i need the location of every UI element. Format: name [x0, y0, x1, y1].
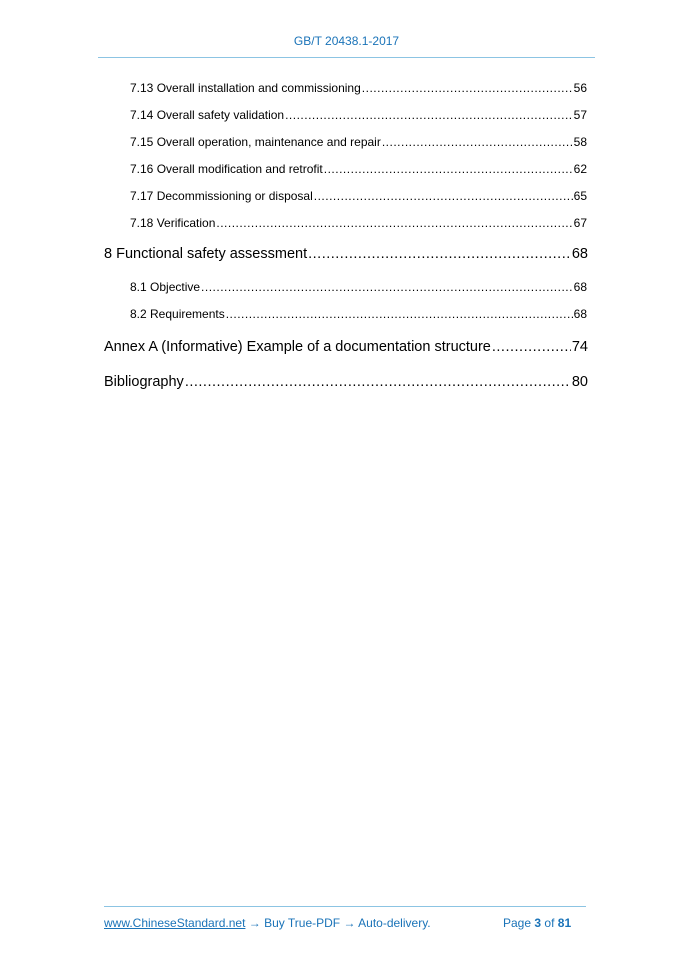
- dot-leader: [324, 162, 573, 176]
- header-divider: [98, 57, 595, 58]
- toc-entry-8-2[interactable]: [130, 307, 587, 321]
- toc-entry-page: 57: [573, 108, 587, 122]
- dot-leader: [216, 216, 572, 230]
- toc-entry-label: Bibliography: [104, 374, 184, 390]
- toc-entry-page: 80: [571, 374, 588, 390]
- toc-entry-page: 65: [573, 189, 587, 203]
- toc-entry-7-15[interactable]: [130, 135, 587, 149]
- toc-entry-bibliography[interactable]: [104, 374, 588, 390]
- dot-leader: [201, 280, 573, 294]
- toc-entry-page: 68: [571, 246, 588, 262]
- auto-delivery-text: Auto-delivery.: [358, 916, 431, 930]
- footer-divider: [104, 906, 586, 907]
- toc-entry-7-18[interactable]: [130, 216, 587, 230]
- toc-entry-label: Annex A (Informative) Example of a documentation structure: [104, 339, 491, 355]
- toc-entry-page: 62: [573, 162, 587, 176]
- toc-entry-page: 74: [571, 339, 588, 355]
- toc-entry-7-17[interactable]: [130, 189, 587, 203]
- footer-promo: [104, 916, 431, 930]
- of-word: of: [544, 916, 555, 930]
- website-link[interactable]: www.ChineseStandard.net: [104, 916, 246, 930]
- toc-entry-label: 7.15 Overall operation, maintenance and repair: [130, 135, 381, 149]
- toc-entry-7-16[interactable]: [130, 162, 587, 176]
- toc-entry-page: 67: [573, 216, 587, 230]
- toc-entry-7-14[interactable]: [130, 108, 587, 122]
- toc-entry-8[interactable]: [104, 246, 588, 262]
- toc-entry-label: 8 Functional safety assessment: [104, 246, 308, 262]
- page-indicator: [503, 916, 571, 930]
- toc-entry-label: 7.16 Overall modification and retrofit: [130, 162, 323, 176]
- toc-entry-label: 7.18 Verification: [130, 216, 216, 230]
- arrow-right-icon: →: [248, 916, 261, 930]
- dot-leader: [185, 374, 571, 390]
- dot-leader: [226, 307, 573, 321]
- buy-true-pdf-text: Buy True-PDF: [264, 916, 341, 930]
- dot-leader: [308, 246, 571, 262]
- toc-entry-label: 7.14 Overall safety validation: [130, 108, 285, 122]
- toc-entry-annex-a[interactable]: [104, 339, 588, 355]
- arrow-right-icon: →: [343, 916, 356, 930]
- toc-entry-label: 8.2 Requirements: [130, 307, 225, 321]
- toc-entry-page: 68: [573, 280, 587, 294]
- document-id-header: GB/T 20438.1-2017: [293, 34, 400, 48]
- current-page-number: 3: [534, 916, 542, 930]
- dot-leader: [285, 108, 573, 122]
- toc-entry-8-1[interactable]: [130, 280, 587, 294]
- toc-entry-page: 58: [573, 135, 587, 149]
- toc-entry-page: 68: [573, 307, 587, 321]
- dot-leader: [314, 189, 573, 203]
- dot-leader: [382, 135, 573, 149]
- total-pages-number: 81: [557, 916, 572, 930]
- dot-leader: [492, 339, 571, 355]
- dot-leader: [362, 81, 573, 95]
- toc-entry-label: 8.1 Objective: [130, 280, 201, 294]
- toc-entry-7-13[interactable]: [130, 81, 587, 95]
- page-word: Page: [503, 916, 532, 930]
- toc-entry-label: 7.17 Decommissioning or disposal: [130, 189, 313, 203]
- toc-entry-label: 7.13 Overall installation and commissioning: [130, 81, 361, 95]
- toc-entry-page: 56: [573, 81, 587, 95]
